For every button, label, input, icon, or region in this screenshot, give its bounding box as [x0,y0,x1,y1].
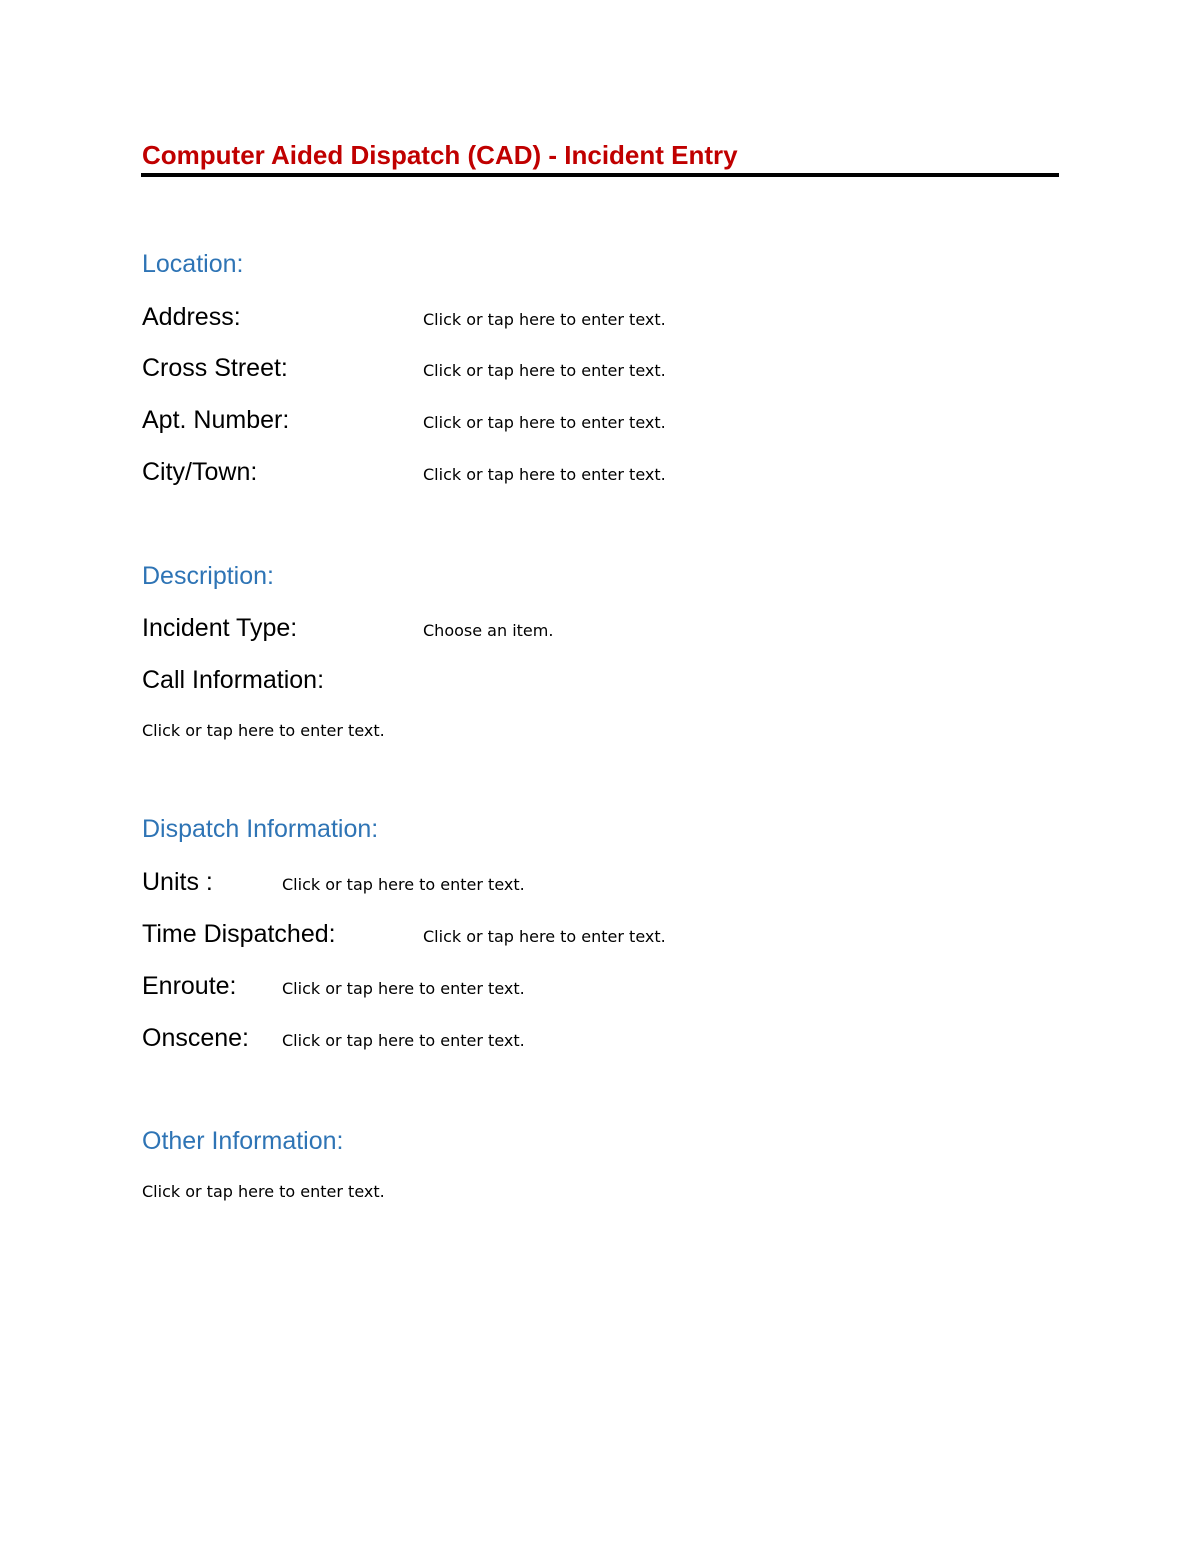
apt-number-label: Apt. Number: [142,406,290,434]
dispatch-information-heading: Dispatch Information: [142,815,379,843]
document-title: Computer Aided Dispatch (CAD) - Incident Entry [142,140,738,170]
city-town-label: City/Town: [142,458,258,486]
description-heading: Description: [142,562,274,590]
cross-street-label: Cross Street: [142,354,288,382]
onscene-field[interactable]: Click or tap here to enter text. [282,1031,525,1050]
enroute-label: Enroute: [142,972,237,1000]
other-information-heading: Other Information: [142,1127,344,1155]
call-information-label: Call Information: [142,666,325,694]
time-dispatched-label: Time Dispatched: [142,920,336,948]
apt-number-field[interactable]: Click or tap here to enter text. [423,413,666,432]
city-town-field[interactable]: Click or tap here to enter text. [423,465,666,484]
call-information-field[interactable]: Click or tap here to enter text. [142,721,385,740]
location-heading: Location: [142,250,244,278]
title-underline-rule [141,173,1059,177]
incident-type-label: Incident Type: [142,614,298,642]
time-dispatched-field[interactable]: Click or tap here to enter text. [423,927,666,946]
address-label: Address: [142,303,241,331]
enroute-field[interactable]: Click or tap here to enter text. [282,979,525,998]
units-field[interactable]: Click or tap here to enter text. [282,875,525,894]
onscene-label: Onscene: [142,1024,250,1052]
other-information-field[interactable]: Click or tap here to enter text. [142,1182,385,1201]
cross-street-field[interactable]: Click or tap here to enter text. [423,361,666,380]
address-field[interactable]: Click or tap here to enter text. [423,310,666,329]
units-label: Units : [142,868,213,896]
incident-type-dropdown[interactable]: Choose an item. [423,621,554,640]
